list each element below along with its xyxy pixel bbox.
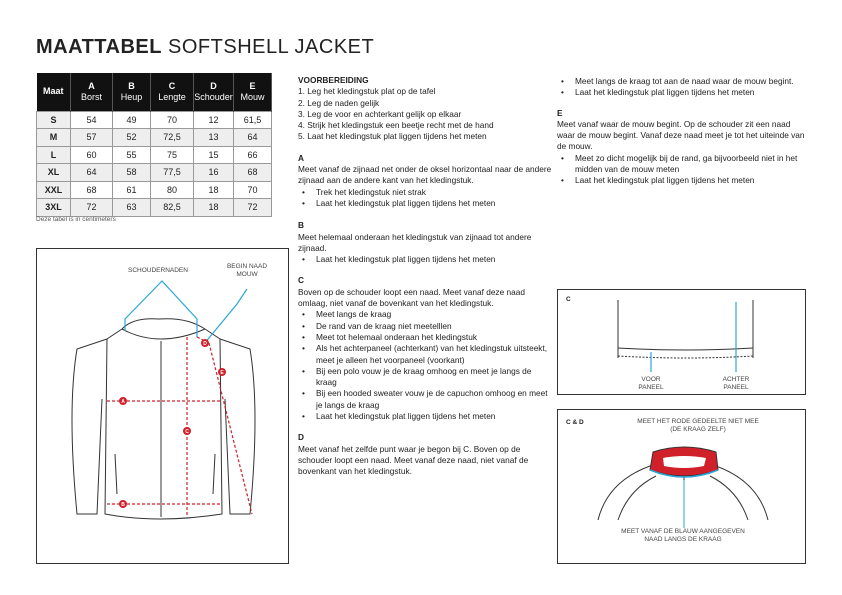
svg-text:D: D (203, 341, 207, 347)
table-note: Deze tabel is in centimeters (36, 216, 116, 223)
shoulder-seams-label: SCHOUDERNADEN (128, 267, 188, 274)
detail-c-box (557, 289, 806, 395)
collar-blue-note: MEET VANAF DE BLAUW AANGEGEVEN NAAD LANGS DE KRAAG (621, 528, 745, 543)
section-c-text: Boven op de schouder loopt een naad. Meet vanaf deze naad omlaag, niet vanaf de bovenkant van het kledingstuk. (298, 286, 525, 309)
header-d: D Schouder (194, 73, 234, 111)
front-panel-label: VOOR PANEEL (638, 376, 664, 391)
table-header-row (37, 73, 272, 111)
section-d-text: Meet vanaf het zelfde punt waar je begon bij C. Boven op de schouder loopt een naad. Meet vanaf deze naad, niet vanaf de bovenkant van het kledingstuk. (298, 443, 529, 477)
section-e-heading: E (557, 107, 563, 118)
table-row: S 54 49 70 12 61,5 (37, 111, 272, 129)
sleeve-seam-pointer (204, 289, 247, 344)
table-row: XL 64 58 77,5 16 68 (37, 164, 272, 182)
svg-text:A: A (121, 399, 125, 405)
sleeve-seam-label: BEGIN NAAD MOUW (226, 263, 268, 278)
section-a-text: Meet vanaf de zijnaad net onder de oksel horizontaal naar de andere zijnaad aan de andere kant van het kledingstuk. (298, 164, 552, 186)
page-title (36, 36, 374, 59)
instructions-column-2: • Meet langs de kraag tot aan de naad waar de mouw begint. • Laat het kledingstuk plat liggen tijdens het meten E Meet vanaf waar de mouw begint. Op de schouder zit een naad waar de mouw begint. Vanaf deze naad meet je tot het uiteinde van de mouw. • Meet zo dicht mogelijk bij de rand, ga bijvoorbeeld niet in het midden van de mouw meten • Laat het kledingstuk plat liggen tijdens het meten (557, 75, 805, 187)
collar-red-note: MEET HET RODE GEDEELTE NIET MEE (DE KRAAG ZELF) (637, 418, 759, 433)
section-d-heading: D (298, 432, 304, 443)
header-e: E Mouw (234, 73, 272, 111)
svg-text:C: C (185, 429, 189, 435)
table-row: 3XL 72 63 82,5 18 72 (37, 199, 272, 217)
shoulder-seam-pointer (125, 281, 197, 337)
section-e-text: Meet vanaf waar de mouw begint. Op de schouder zit een naad waar de mouw begint. Vanaf deze naad meet je tot het uiteinde van de mouw. (557, 118, 805, 152)
measure-e-line (209, 343, 252, 514)
instructions-column-1: VOORBEREIDING 1. Leg het kledingstuk plat op de tafel 2. Leg de naden gelijk 3. Leg de voor en achterkant gelijk op elkaar 4. Strijk het kledingstuk een beetje recht met de hand 5. Laat het kledingstuk plat liggen tijdens het meten A Meet vanaf de zijnaad net onder de oksel horizontaal naar de andere zijnaad aan de andere kant van het kledingstuk. • Trek het kledingstuk niet strak • Laat het kledingstuk plat liggen tijdens het meten B Meet helemaal onderaan het kledingstuk van zijnaad tot andere zijnaad. • Laat het kledingstuk plat liggen tijdens het meten C Boven op de schouder loopt een naad. Meet vanaf deze naad omlaag, niet vanaf de bovenkant van het kledingstuk. • Meet langs de kraag • De rand van de kraag niet meetelllen • Meet tot helemaal onderaan het kledingstuk • Als het achterpaneel (achterkant) van het kledingstuk uitsteekt, meet je alleen het voorpaneel (voorkant) • Bij een polo vouw je de kraag omhoog en meet je langs de kraag • Bij een hooded sweater vouw je de capuchon omhoog en meet je langs de kraag • Laat het kledingstuk plat liggen tijdens het meten D Meet vanaf het zelfde punt waar je begon bij C. Boven op de schouder loopt een naad. Meet vanaf deze naad, niet vanaf de bovenkant van het kledingstuk. (298, 75, 553, 478)
jacket-diagram (36, 248, 289, 564)
table-row: XXL 68 61 80 18 70 (37, 181, 272, 199)
jacket-illustration (37, 249, 290, 565)
detail-c-label: C (566, 296, 571, 303)
title-bold: MAATTABEL (36, 36, 162, 58)
svg-text:E: E (220, 370, 224, 376)
prep-steps: 1. Leg het kledingstuk plat op de tafel 2. Leg de naden gelijk 3. Leg de voor en achterkant gelijk op elkaar 4. Strijk het kledingstuk een beetje recht met de hand 5. Laat het kledingstuk plat liggen tijdens het meten (298, 86, 494, 142)
table-row: M 57 52 72,5 13 64 (37, 129, 272, 147)
section-b-heading: B (298, 220, 304, 231)
section-b-text: Meet helemaal onderaan het kledingstuk van zijnaad tot andere zijnaad. (298, 231, 532, 253)
header-c: C Lengte (151, 73, 194, 111)
size-table (36, 73, 272, 217)
header-a: A Borst (71, 73, 113, 111)
header-size: Maat (37, 73, 71, 111)
section-a-heading: A (298, 152, 304, 163)
svg-text:B: B (121, 502, 125, 508)
title-light: SOFTSHELL JACKET (168, 36, 375, 58)
detail-cd-label: C & D (566, 419, 584, 426)
back-panel-label: ACHTER PANEEL (722, 376, 750, 391)
table-row: L 60 55 75 15 66 (37, 146, 272, 164)
detail-cd-box (557, 409, 806, 564)
detail-c-illustration (558, 290, 807, 396)
section-c-heading: C (298, 275, 304, 286)
prep-heading: VOORBEREIDING (298, 75, 369, 85)
header-b: B Heup (113, 73, 151, 111)
